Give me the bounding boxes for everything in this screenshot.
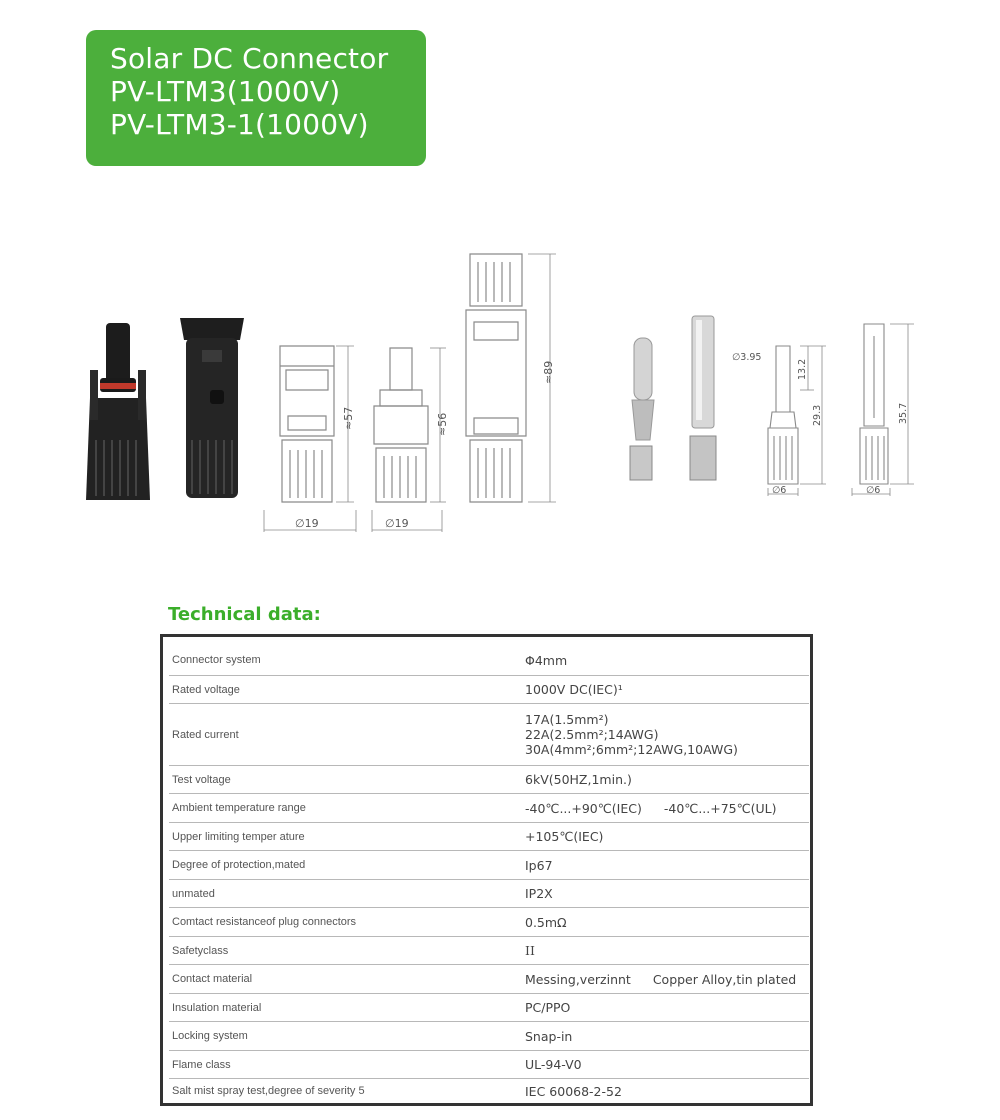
dia-6-a: ∅6 — [772, 485, 787, 496]
row-value: +105℃(IEC) — [521, 823, 809, 851]
table-row — [163, 880, 810, 908]
table-row — [163, 1022, 810, 1051]
dim-35-7: 35.7 — [898, 402, 909, 424]
row-label: Rated voltage — [169, 676, 521, 704]
row-label: Test voltage — [169, 766, 521, 794]
table-row — [163, 851, 810, 880]
row-label: Connector system — [169, 645, 521, 676]
row-value: PC/PPO — [521, 994, 809, 1022]
dim-57: ≈57 — [342, 406, 355, 430]
row-label: Insulation material — [169, 994, 521, 1022]
female-pin-photo — [690, 316, 716, 480]
row-label: unmated — [169, 880, 521, 908]
title-line-1: Solar DC Connector — [110, 42, 389, 75]
row-value: -40℃...+90℃(IEC) -40℃...+75℃(UL) — [521, 794, 809, 823]
row-value: 6kV(50HZ,1min.) — [521, 766, 809, 794]
male-connector-photo — [86, 323, 150, 500]
row-label: Ambient temperature range — [169, 794, 521, 823]
table-row — [163, 794, 810, 823]
dim-89: ≈89 — [542, 360, 555, 384]
dia-19-b: ∅19 — [385, 517, 409, 530]
row-label: Locking system — [169, 1022, 521, 1051]
row-value: 17A(1.5mm²) 22A(2.5mm²;14AWG) 30A(4mm²;6mm²;12AWG,10AWG) — [521, 704, 809, 766]
table-row — [163, 1079, 810, 1103]
table-row — [163, 1051, 810, 1079]
table-row — [163, 908, 810, 937]
row-label: Safetyclass — [169, 937, 521, 965]
row-value: UL-94-V0 — [521, 1051, 809, 1079]
row-value: 1000V DC(IEC)¹ — [521, 676, 809, 704]
dia-19-a: ∅19 — [295, 517, 319, 530]
title-line-3: PV-LTM3-1(1000V) — [110, 108, 369, 141]
row-value: IEC 60068-2-52 — [525, 1083, 622, 1099]
dia-3-95: ∅3.95 — [732, 352, 762, 363]
dim-13-2: 13.2 — [797, 358, 808, 380]
dim-29-3: 29.3 — [812, 404, 823, 426]
technical-data-heading: Technical data: — [168, 604, 321, 625]
table-row — [163, 704, 810, 766]
row-label: Degree of protection,mated — [169, 851, 521, 880]
dim-56: ≈56 — [436, 412, 449, 436]
connector-drawings — [0, 240, 1000, 550]
row-label: Flame class — [169, 1051, 521, 1079]
row-value: II — [521, 937, 809, 965]
row-value: Snap-in — [521, 1022, 809, 1051]
row-value: IP2X — [521, 880, 809, 908]
table-row — [163, 994, 810, 1022]
table-row — [163, 965, 810, 994]
row-label: Comtact resistanceof plug connectors — [169, 908, 521, 937]
title-line-2: PV-LTM3(1000V) — [110, 75, 341, 108]
female-connector-photo — [180, 318, 244, 498]
table-row — [163, 676, 810, 704]
technical-data-table — [160, 634, 813, 1106]
table-row — [163, 823, 810, 851]
product-title-box — [86, 30, 426, 166]
row-label: Contact material — [169, 965, 521, 994]
table-row — [163, 645, 810, 676]
row-value: Φ4mm — [521, 645, 809, 676]
row-label: Salt mist spray test,degree of severity 5 — [172, 1085, 365, 1097]
row-value: Messing,verzinnt Copper Alloy,tin plated — [521, 965, 809, 994]
dia-6-b: ∅6 — [866, 485, 881, 496]
male-pin-photo — [630, 338, 654, 480]
male-connector-drawing — [372, 348, 446, 532]
female-connector-drawing — [264, 346, 356, 532]
row-label: Upper limiting temper ature — [169, 823, 521, 851]
row-value: 0.5mΩ — [521, 908, 809, 937]
row-value: Ip67 — [521, 851, 809, 880]
table-row — [163, 766, 810, 794]
table-row — [163, 937, 810, 965]
row-label: Rated current — [169, 704, 521, 766]
